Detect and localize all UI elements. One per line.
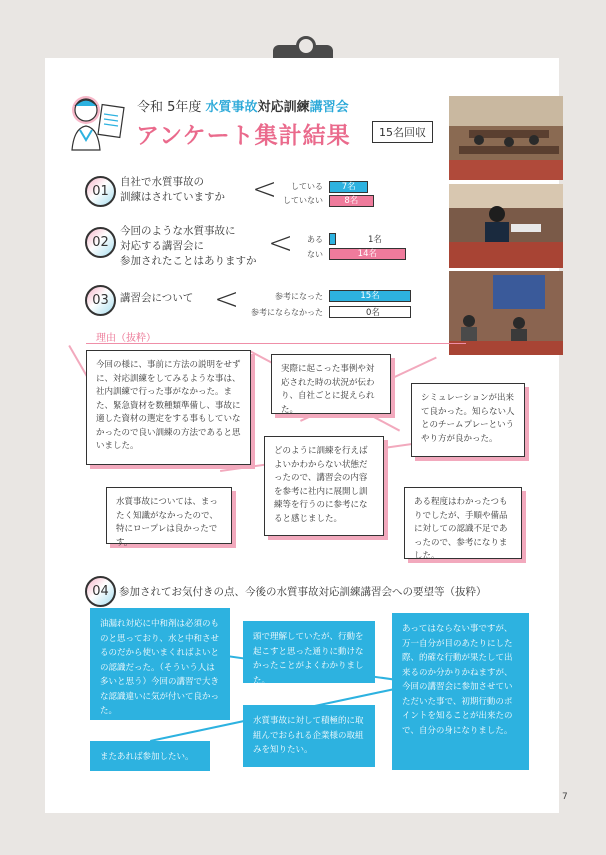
chevron-left-icon: < <box>252 172 278 207</box>
q3-bar-no-value: 0名 <box>366 308 380 318</box>
question-1-text <box>120 175 225 205</box>
photo-training-session <box>449 271 563 355</box>
q2-bar-yes <box>329 233 336 245</box>
title-part3: 講習会 <box>309 100 349 115</box>
question-number-2: 02 <box>85 227 116 258</box>
response-count: 15名回収 <box>372 121 433 143</box>
reason-card-1: 今回の様に、事前に方法の説明をせずに、対応訓練をしてみるような事は、社内訓練で行った事がなかった。また、緊急資材を数種類準備し、事故に適した資材の選定をする事もしていなかったので良い訓練の方法であると思いました。 <box>86 350 251 465</box>
q2-answer-label-2: ない <box>307 250 323 259</box>
q3-answer-label-2: 参考にならなかった <box>251 308 323 317</box>
clipboard-clip <box>273 45 333 59</box>
request-card-4: 水質事故に対して積極的に取組んでおられる企業様の取組みを知りたい。 <box>243 705 375 767</box>
q2-bar-no <box>329 248 406 260</box>
request-card-3: 頭で理解していたが、行動を起こすと思った通りに動けなかったことがよくわかりました。 <box>243 621 375 683</box>
main-title: アンケート集計結果 <box>136 123 351 149</box>
question-4-text: 参加されてお気付きの点、今後の水質事故対応訓練講習会への要望等（抜粋） <box>119 586 487 598</box>
reason-card-2: 実際に起こった事例や対応された時の状況が伝わり、自社ごとに捉えられた。 <box>271 354 391 414</box>
page-number: 7 <box>562 792 568 802</box>
q2-bar-no-value: 14名 <box>357 249 377 259</box>
question-1-line-1: 自社で水質事故の <box>120 176 204 188</box>
q3-bar-yes <box>329 290 411 302</box>
photo-seminar-audience <box>449 96 563 180</box>
q1-answer-label-1: している <box>291 182 323 191</box>
q1-bar-no-value: 8名 <box>344 196 359 206</box>
title-part1: 水質事故 <box>205 100 258 115</box>
question-3-text: 講習会について <box>120 292 194 304</box>
title-part2: 対応訓練 <box>257 100 310 115</box>
question-2-line-3: 参加されたことはありますか <box>120 255 257 267</box>
person-with-clipboard-illustration <box>62 88 134 160</box>
reasons-title: 理由（抜粋） <box>96 333 156 344</box>
q2-answer-label-1: ある <box>307 235 323 244</box>
reason-card-4: どのように訓練を行えばよいかわからない状態だったので、講習会の内容を参考に社内に展開し訓練等を行うのに参考になると感じました。 <box>264 436 384 536</box>
header-title <box>137 96 349 115</box>
request-card-2: またあれば参加したい。 <box>90 741 210 771</box>
q1-bar-yes <box>329 181 368 193</box>
request-card-5: あってはならない事ですが、万一自分が目のあたりにした際、的確な行動が果たして出来るのか分かりかねますが、今回の講習会に参加させていただいた事で、初期行動のポイントを知ることが出来たので、自分の身になりました。 <box>392 613 529 770</box>
q3-answer-label-1: 参考になった <box>275 292 323 301</box>
question-number-3: 03 <box>85 285 116 316</box>
photo-speaker <box>449 184 563 268</box>
question-2-line-1: 今回のような水質事故に <box>120 225 236 237</box>
q1-answer-label-2: していない <box>283 196 323 205</box>
title-prefix: 令和 5年度 <box>137 100 202 115</box>
q2-bar-yes-value: 1名 <box>368 235 382 245</box>
q1-bar-no <box>329 195 374 207</box>
question-2-text <box>120 224 257 269</box>
reason-card-6: ある程度はわかったつもりでしたが、手順や備品に対しての認識不足であったので、参考になりました。 <box>404 487 522 559</box>
chevron-left-icon: < <box>268 226 294 261</box>
question-2-line-2: 対応する講習会に <box>120 240 204 252</box>
reason-card-5: 水質事故については、まったく知識がなかったので、特にロープレは良かったです。 <box>106 487 232 544</box>
q3-bar-yes-value: 15名 <box>360 291 380 301</box>
request-card-1: 油漏れ対応に中和剤は必須のものと思っており、水と中和させるのだから使いまくればよいとの認識だった。（そういう人は多いと思う）今回の講習で大きな認識違いに気が付いて良かった。 <box>90 608 230 720</box>
chevron-left-icon: < <box>214 282 240 317</box>
question-1-line-2: 訓練はされていますか <box>120 191 225 203</box>
reason-card-3: シミュレーションが出来て良かった。知らない人とのチームプレーというやり方が良かった。 <box>411 383 525 457</box>
question-number-4: 04 <box>85 576 116 607</box>
question-number-1: 01 <box>85 176 116 207</box>
q1-bar-yes-value: 7名 <box>341 182 356 192</box>
reasons-divider <box>86 343 466 344</box>
